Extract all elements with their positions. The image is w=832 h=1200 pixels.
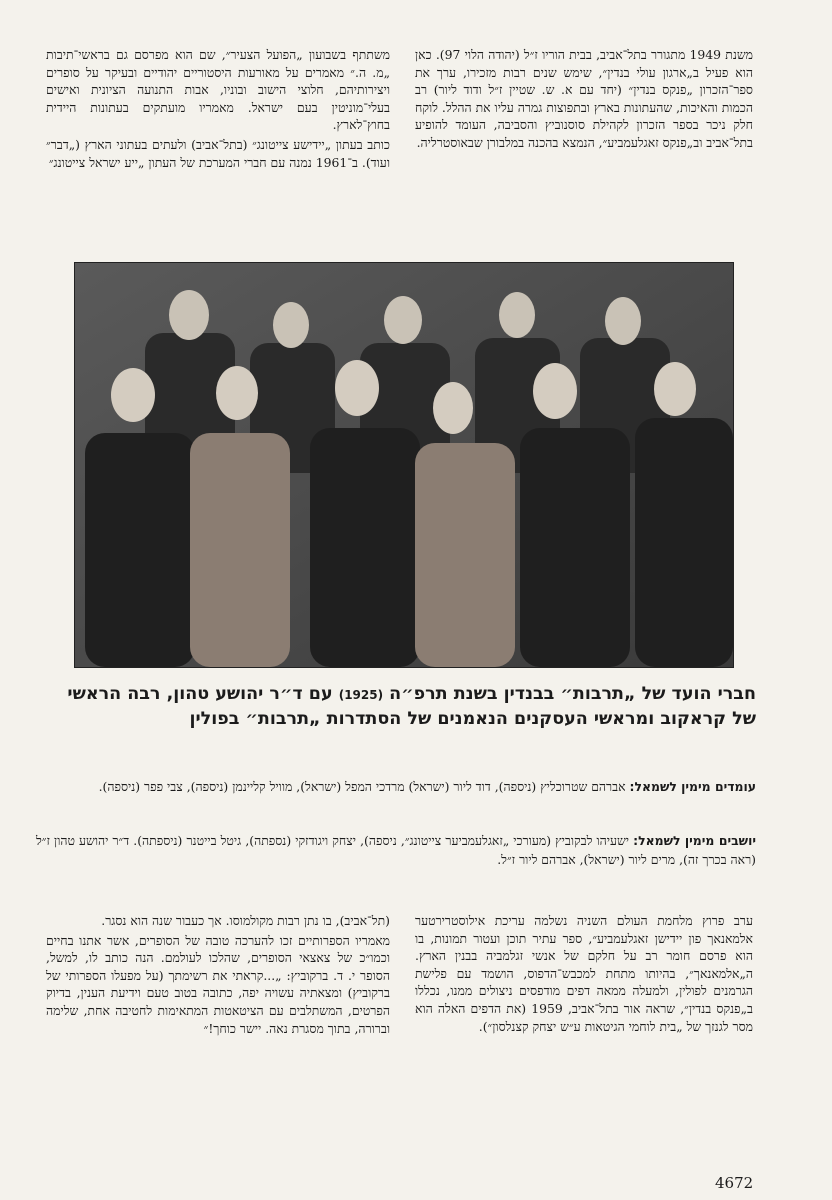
top-left-column xyxy=(46,46,390,173)
standing-heading: עומדים מימין לשמאל: xyxy=(629,779,756,794)
paragraph: ערב פרוץ מלחמת העולם השניה נשלמה עריכת אילוסטרירטער אלמאנאך פון יידישן זאגלעמביע״, ספר עתיר תוכן ועטור תמונות, בו הוא פרסם חומר רב על חלקם של אנשי זגלמביה בבנין הארץ. ה„אלמאנאך״, בהיותו מתחת למכבש־הדפוס, הושמד עם פלישת הגרמנים לפולין, ולמעלה ממאה דפים מודפסים ניצולים ממנו, נכללו ב„פנקס בנדין״, שראה אור בתל־אביב, 1959 (את הדפים האלה הוא מסר לגנזך של „בית לוחמי הגיטאות ע״ש יצחק קצנלסון״). xyxy=(415,913,754,1034)
seated-names xyxy=(36,832,756,869)
paragraph: משתתף בשבועון „הפועל הצעיר״, שם הוא מפרסם גם בראשי־תיבות „מ. ה.״ מאמרים על מאורעות היסטוריים יהודיים ובעיקר על סופרים ויצירותיהם, חלוצי הישוב ובוניו, אבות התנועה הציונית ואישים בעלי־מוניטין בעם ישראל. מאמריו מועתקים בעתונות היידית בחוץ־לארץ. xyxy=(46,47,390,133)
standing-names xyxy=(36,778,756,797)
page-number: 4672 xyxy=(715,1174,754,1192)
group-photograph xyxy=(74,262,734,668)
paragraph: כותב בעתון „יידישע צייטונג״ (בתל־אביב) ולעתים בעתוני הארץ („דבר״ ועוד). ב־1961 נמנה עם חברי המערכת של העתון „ייע ישראל צייטונג״ xyxy=(46,136,390,170)
seated-list: ישעיהו לבקוביץ (מעורכי „זאגלעמביער צייטונג״, ניספה), יצחק ויגודזקי (נספתה), גיטל בייטנר (ניספתה). ד״ר יהושע טהון ז״ל (ראה בכרך זה), מרים ליור (ישראל), אברהם ליור ז״ל. xyxy=(36,833,756,867)
standing-list: אברהם שטרוכליץ (ניספה), דוד ליור (ישראל) מרדכי המפל (ישראל), מוויל קליינמן (ניספה), צבי פפר (ניספה). xyxy=(98,779,626,794)
caption-year: (1925) xyxy=(338,688,384,702)
caption-part: חברי הועד של „תרבות״ בבנדין בשנת תרפ״ה xyxy=(389,684,756,704)
paragraph: מאמריו הספרותיים זכו להערכה טובה של הסופרים, אשר אתנו בחיים וכמו״כ של צאצאי הסופרים, שהלכו לעולמם. הנה כותב לו, למשל, הסופר י. ד. ברקוביץ: „...קראתי את רשימתך (על מפעלו הספרותי של ברקוביץ) ומצאתיה עשויה יפה, כתובה בטוב טעם וידיעת הענין, בדיוק הפרטים, המשתלבים עם הציטאטות המתאימות לחטיבה אחת, שלימה וברורה, בתוך מסגרת נאה. יישר כוחך!״ xyxy=(46,932,390,1036)
caption-part: רבה הראשי של קראקוב ומראשי העסקנים הנאמנים של הסתדרות „תרבות״ בפולין xyxy=(67,684,756,729)
caption-part: עם ד״ר יהושע טהון, xyxy=(166,684,333,704)
top-right-column xyxy=(415,46,753,154)
seated-heading: יושבים מימין לשמאל: xyxy=(633,833,756,848)
photo-caption xyxy=(44,682,756,731)
paragraph: משנת 1949 מתגורר בתל־אביב, בבית הוריו ז״ל (יהודה הלוי 97). כאן הוא פעיל ב„ארגון עולי בנדין״, שימש שנים רבות מזכירו, ערך את ספר־הזכרון „פנקס בנדין״ (יחד עם א. ש. שטיין ז״ל ודוד ליור) רב הכמות והאיכות, שהעתונות בארץ ובתפוצות גמרה עליו את ההלל. לוקח חלק ניכר בספר הזכרון לקהילת סוסנוביץ והסביבה, העומד להופיע בתל־אביב וב„פנקס זאגלעמביע״, הנמצא בהכנה במלבורן שבאוסטרליה. xyxy=(415,47,753,150)
bottom-left-column xyxy=(46,912,390,1039)
bottom-right-column xyxy=(415,912,753,1037)
photo-image xyxy=(75,263,733,667)
paragraph: (תל־אביב), בו נתן רבות מקולמוסו. אך כעבור שנה הוא נסגר. xyxy=(101,913,390,928)
